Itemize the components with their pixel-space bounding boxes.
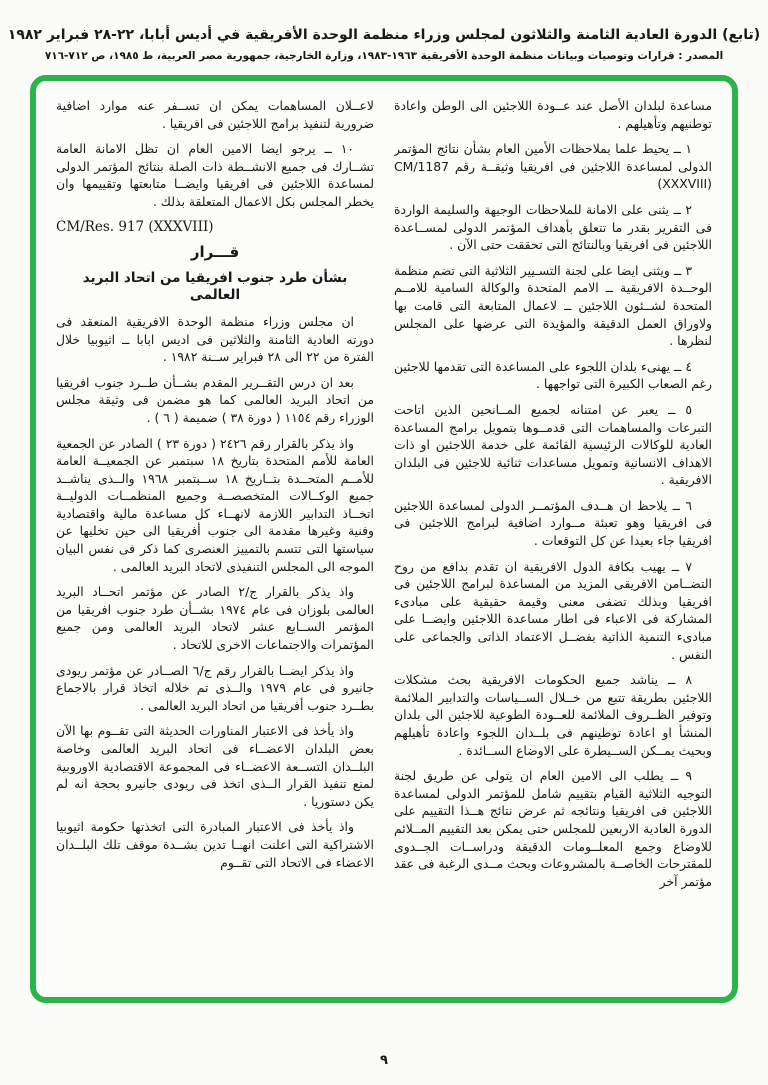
clause-7: ٧ ــ يهيب بكافة الدول الافريقية ان تقدم بدافع من روح التضــامن الافريقى المزيد من المساعدة لبرامج اللاجئين فى افريقيا وبذلك تضفى معنى وقيمة حقيقية على مبادىء المشاركة فى الاعباء فى اطار مساعدة اللاجئين وايضــا على مبادىء التنمية الذاتية بفضــل الاعتماد الذاتى والجماعى على النفس . [394,558,712,662]
preamble-paragraph: واذ يذكر ايضــا بالقرار رقم ج/٦ الصــادر عن مؤتمر ريودى جانيرو فى عام ١٩٧٩ والــذى تم خلاله اتخاذ قرار بالاجماع بطــرد جنوب أفريقيا من اتحاد البريد العالمى . [56,662,374,713]
resolution-subject: بشأن طرد جنوب افريقيا من اتحاد البريد العالمى [82,269,348,304]
right-column [394,97,712,989]
clause-3: ٣ ــ ويثنى ايضا على لجنة التسـيير الثلاثية التى تضم منظمة الوحــدة الافريقية ــ الامم المتحدة والوكالة السامية للامــم المتحدة لشــئون اللاجئين ــ لاعمال المتابعة التى قامت بها ولاوراق العمل الدقيقة والمؤيدة التى عرضها على المجلس لنظرها . [394,262,712,349]
page-number: ٩ [380,1053,388,1068]
clause-10: ١٠ ــ يرجو ايضا الامين العام ان تظل الامانة العامة تشــارك فى جميع الانشــطة ذات الصلة بنتائج المؤتمر الدولى لمساعدة اللاجئين فى افريقيا وايضــا متابعتها وتقييمها وان يخطر المجلس بكل الاعمال المتعلقة بذلك . [56,141,374,209]
preamble-paragraph: واذ يذكر بالقرار رقم ٢٤٢٦ ( دورة ٢٣ ) الصادر عن الجمعية العامة للأمم المتحدة بتاريخ ١٨ سبتمبر عن الجمعيــة العامة للأمــم المتحــدة بتــاريخ ١٨ ســبتمبر ١٩٦٨ والــذى يناشــد جميع الوكــالات المتخصصــة وجميع المنظمــات الدوليــة اتخــاذ التدابير اللازمة لانهــاء كل مساعدة مالية واقتصادية وفنية وغيرها مقدمة الى جنوب أفريقيا الى حين تخليها عن سياستها التى تتسم بالتمييز العنصرى كما ذكر فى نفس البيان الموجه الى المجلس التنفيذى لاتحاد البريد العالمى . [56,435,374,574]
text-columns [56,97,712,989]
preamble-paragraph: واذ يذكر بالقرار ج/٢ الصادر عن مؤتمر اتحــاد البريد العالمى بلوزان فى عام ١٩٧٤ بشــأن طرد جنوب افريقيا من المؤتمر الســابع عشر لاتحاد البريد العالمى ومن جميع المؤتمرات والاجتماعات الاخرى للاتحاد . [56,584,374,653]
source-citation: المصدر : قرارات وتوصيات وبيانات منظمة الوحدة الأفريقية ١٩٦٣-١٩٨٣، وزارة الخارجية، جمهورية مصر العربية، ط ١٩٨٥، ص ٧١٢-٧١٦ [44,50,724,62]
clause-8: ٨ ــ يناشد جميع الحكومات الافريقية بحث مشكلات اللاجئين بطريقة تتبع من خــلال الســياسات والتدابير الملائمة وتوفير الظــروف الملائمة للعــودة الطوعية للاجئين الى بلدان المنشأ او اعادة توطينهم فى بلــدان اللجوء واعادة تأهيلهم وبحيث يمــكن الســيطرة على الاوضاع الســائدة . [394,672,712,758]
clause-4: ٤ ــ يهنىء بلدان اللجوء على المساعدة التى تقدمها للاجئين رغم الصعاب الكبيرة التى تواجهها . [394,358,712,392]
preamble-paragraph: بعد ان درس التقــرير المقدم بشــأن طــرد جنوب افريقيا من اتحاد البريد العالمى كما هو مضمن فى وثيقة مجلس الوزراء رقم ١١٥٤ ( دورة ٣٨ ) ضميمة ( ٦ ) . [56,374,374,425]
clause-9: ٩ ــ يطلب الى الامين العام ان يتولى عن طريق لجنة التوجيه الثلاثية القيام بتقييم شامل للمؤتمر الدولى لمساعدة اللاجئين فى افريقيا ونتائجه ثم عرض نتائج هــذا التقييم على الدورة العادية الاربعين للمجلس حتى يمكن بعد التقييم المــلائم للاوضاع وجمع المعلــومات الدقيقة ودراســات الجــدوى للمقترحات الخاصــة بالمشروعات وبحث مــدى الرغبة فى عقد مؤتمر آخر [394,768,712,889]
preamble-paragraph: واذ يأخذ فى الاعتبار المناورات الحديثة التى تقــوم بها الآن بعض البلدان الاعضــاء فى اتحاد البريد العالمى وخاصة البلــدان التســعة الاعضــاء فى المجموعة الاقتصادية الاوروبية لمنع تنفيذ القرار الــذى اتخذ فى ريودى جانيرو بحجة انه لم يكن دستوريا . [56,723,374,809]
continuation-paragraph: مساعدة لبلدان الأصل عند عــودة اللاجئين الى الوطن واعادة توطنيهم وتأهيلهم . [394,98,712,131]
clause-5: ٥ ــ يعبر عن امتنانه لجميع المــانحين الذين اتاحت التبرعات والمساهمات التى قدمــوها بتمويل برامج المساعدة العادية للوكالات الرئيسية القائمة على خدمة اللاجئين او ذات الاهداف الانسانية وتمويل مساعدات ثنائية للاجئين فى البلدان الافريقية . [394,401,712,488]
preamble-paragraph: ان مجلس وزراء منظمة الوحدة الافريقية المنعقد فى دورته العادية الثامنة والثلاثين فى اديس ابابا ــ اثيوبيا خلال الفترة من ٢٢ الى ٢٨ فبراير ســنة ١٩٨٢ . [56,313,374,365]
document-frame [30,75,738,1003]
clause-2: ٢ ــ يثنى على الامانة للملاحظات الوجيهة والسليمة الواردة فى التقرير بقدر ما تتعلق بأهداف المؤتمر الدولى لمســاعدة اللاجئين فى افريقيا وبالنتائج التى تحققت حتى الآن . [394,201,712,253]
continuation-paragraph: لاعــلان المساهمات يمكن ان تســفر عنه موارد اضافية ضرورية لتنفيذ برامج اللاجئين فى افريقيا . [56,98,374,131]
page-header [0,0,768,62]
clause-1: ١ ــ يحيط علما بملاحظات الأمين العام بشأن نتائج المؤتمر الدولى لمساعدة اللاجئين فى افريقيا وثيقــة رقم CM/1187 (XXXVIII) [394,141,712,192]
preamble-paragraph: واذ يأخذ فى الاعتبار المبادرة التى اتخذتها حكومة اثيوبيا الاشتراكية التى اعلنت انهــا تدين بشــدة موقف تلك البلــدان الاعضاء فى الاتحاد التى تقــوم [56,819,374,870]
left-column [56,97,374,989]
resolution-reference: CM/Res. 917 (XXXVIII) [56,218,214,235]
clause-6: ٦ ــ يلاحظ ان هــدف المؤتمــر الدولى لمساعدة اللاجئين فى افريقيا وهو تعبئة مــوارد اضافية لبرامج اللاجئين فى افريقيا جاء بعيدا عن كل التوقعات . [394,497,712,549]
resolution-heading: قـــرار [190,243,240,262]
session-title: (تابع) الدورة العادية الثامنة والثلاثون لمجلس وزراء منظمة الوحدة الأفريقية في أديس أبابا، ٢٢-٢٨ فبراير ١٩٨٢ [7,27,761,43]
